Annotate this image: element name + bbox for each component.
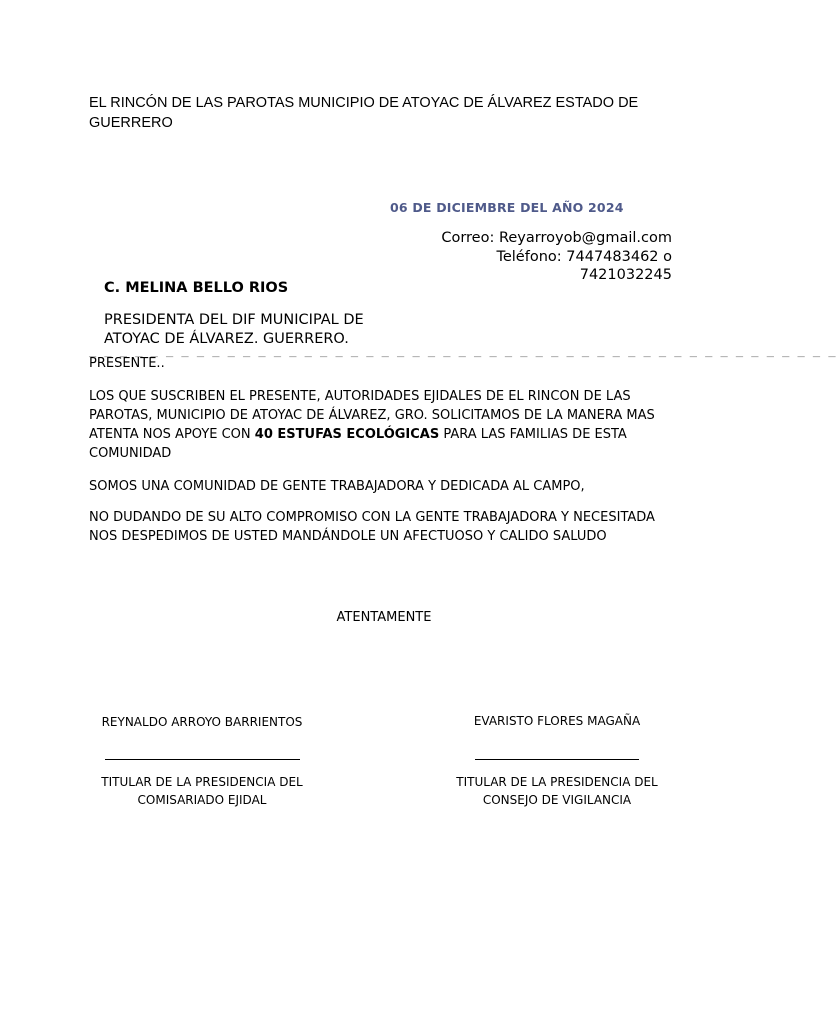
salutation: PRESENTE..: [89, 356, 165, 371]
letter-date: 06 DE DICIEMBRE DEL AÑO 2024: [390, 200, 624, 215]
request-text-end: PARA LAS FAMILIAS DE ESTA COMUNIDAD: [89, 427, 627, 461]
contact-block: [441, 229, 672, 285]
signatory-title-right: TITULAR DE LA PRESIDENCIA DEL CONSEJO DE VIGILANCIA: [456, 775, 658, 807]
recipient-title: PRESIDENTA DEL DIF MUNICIPAL DE ATOYAC DE ÁLVAREZ. GUERRERO.: [104, 312, 364, 347]
separator-line: _ _ _ _ _ _ _ _ _ _ _ _ _ _ _ _ _ _ _ _ _ _ _ _ _ _ _ _ _ _ _ _ _ _ _ _ _ _ _ _ _ _ _ _ _ _ _ _ _: [89, 346, 836, 360]
letterhead-title: EL RINCÓN DE LAS PAROTAS MUNICIPIO DE ATOYAC DE ÁLVAREZ ESTADO DE GUERRERO: [89, 95, 639, 131]
request-text-start: LOS QUE SUSCRIBEN EL PRESENTE, AUTORIDADES EJIDALES DE EL RINCON DE LAS PAROTAS, MUNICIPIO DE ATOYAC DE ÁLVAREZ, GRO. SOLICITAMOS DE LA MANERA MAS ATENTA NOS APOYE CON: [89, 389, 655, 442]
signature-line-right: [475, 759, 639, 760]
body-paragraph-request: [89, 387, 679, 463]
request-highlight: 40 ESTUFAS ECOLÓGICAS: [254, 427, 440, 442]
recipient-name: C. MELINA BELLO RIOS: [104, 280, 289, 296]
closing-text: ATENTAMENTE: [336, 610, 432, 625]
signatory-title-left: TITULAR DE LA PRESIDENCIA DEL COMISARIADO EJIDAL: [101, 775, 303, 807]
signatory-name-right: EVARISTO FLORES MAGAÑA: [473, 714, 641, 728]
phone-line-2: 7421032245: [579, 267, 672, 283]
signature-line-left: [105, 759, 300, 760]
body-paragraph-community: SOMOS UNA COMUNIDAD DE GENTE TRABAJADORA Y DEDICADA AL CAMPO,: [89, 479, 585, 494]
signatory-name-left: REYNALDO ARROYO BARRIENTOS: [101, 715, 303, 729]
phone-line: Teléfono: 7447483462 o: [496, 248, 672, 265]
email-line: Correo: Reyarroyob@gmail.com: [441, 230, 672, 246]
body-paragraph-farewell: NO DUDANDO DE SU ALTO COMPROMISO CON LA GENTE TRABAJADORA Y NECESITADA NOS DESPEDIMOS DE USTED MANDÁNDOLE UN AFECTUOSO Y CALIDO SALUDO: [89, 510, 655, 544]
